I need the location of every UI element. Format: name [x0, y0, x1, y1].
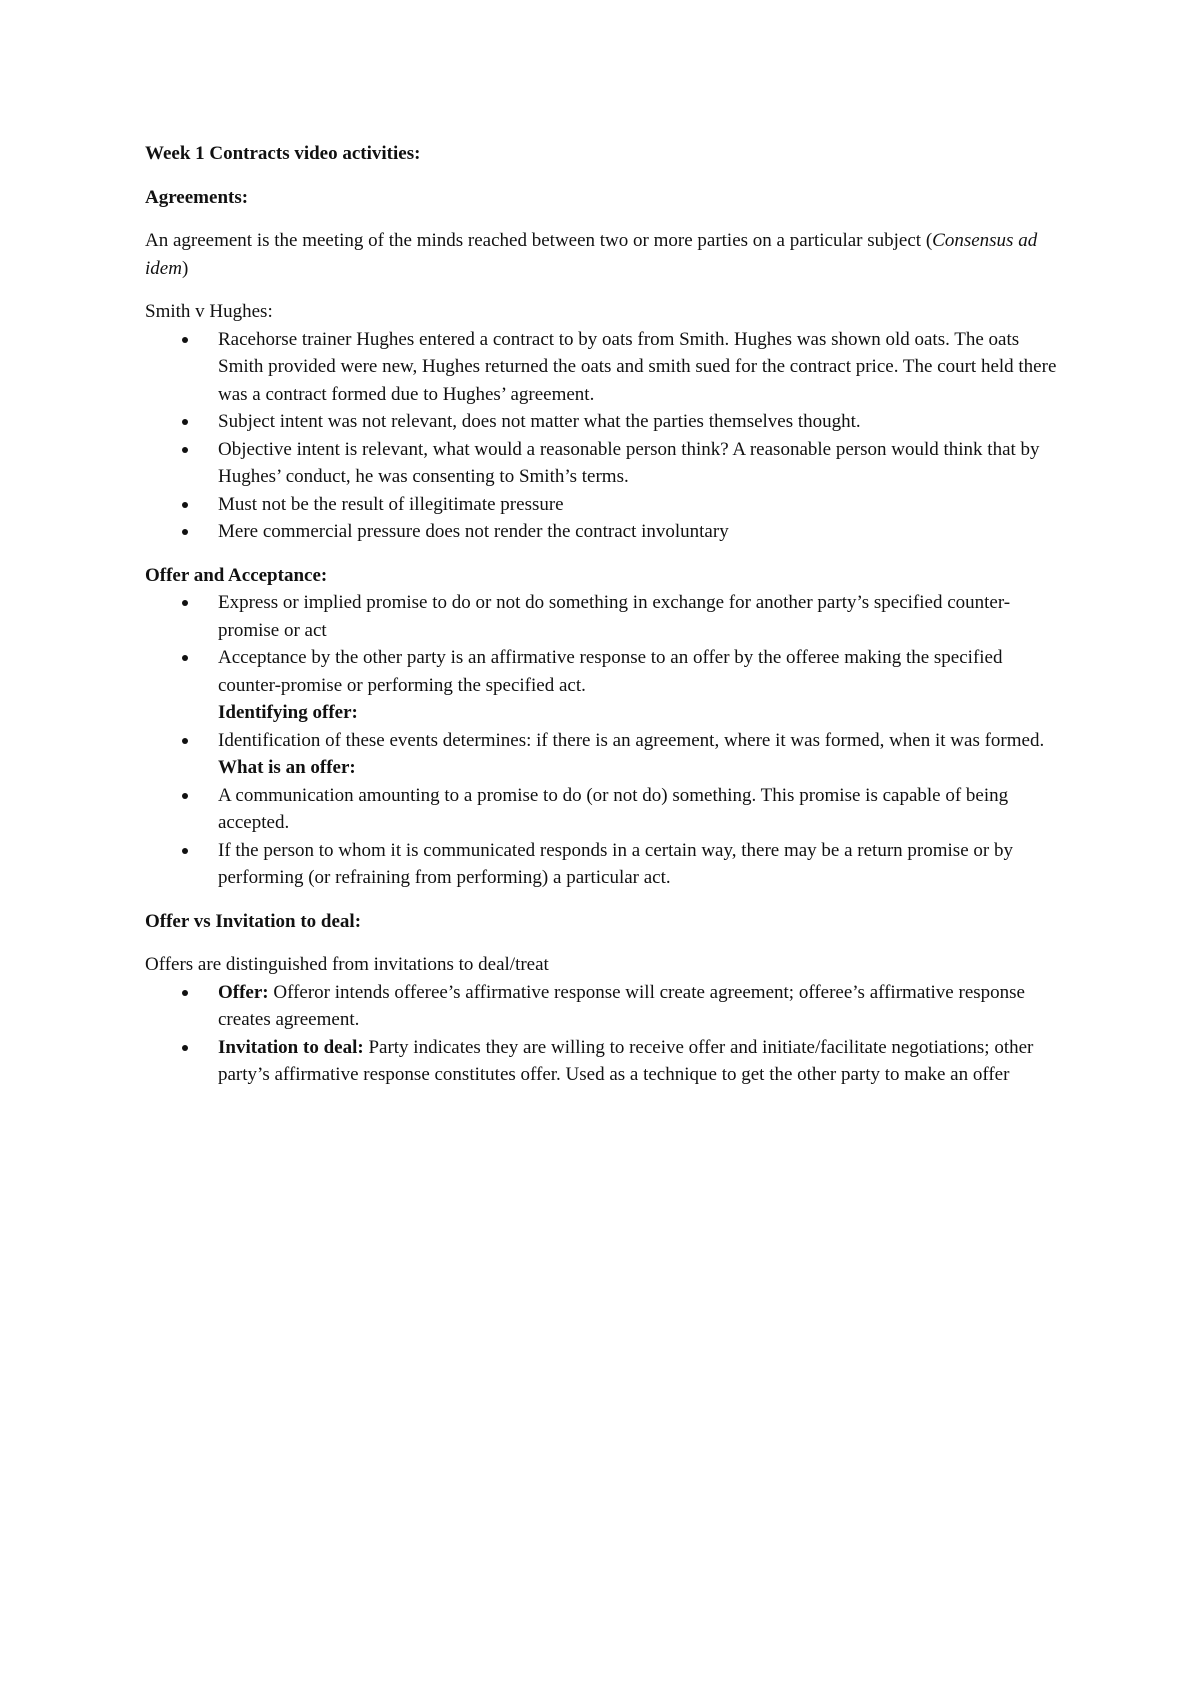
bullet-icon — [182, 793, 188, 799]
bullet-text: Express or implied promise to do or not do something in exchange for another party’s specified counter-promise or act — [218, 592, 1011, 641]
offer-vs-invitation-bullet-list — [145, 979, 1065, 1089]
agreements-bullet-list — [145, 326, 1065, 546]
offer-acceptance-bullet-list — [145, 589, 1065, 699]
bullet-text: Racehorse trainer Hughes entered a contract to by oats from Smith. Hughes was shown old oats. The oats Smith provided were new, Hughes returned the oats and smith sued for the contract price. The court held there was a contract formed due to Hughes’ agreement. — [218, 328, 1057, 405]
heading-offer-acceptance: Offer and Acceptance: — [145, 564, 328, 586]
bullet-icon — [182, 337, 188, 343]
bullet-text: If the person to whom it is communicated responds in a certain way, there may be a return promise or by performing (or refraining from performing) a particular act. — [218, 839, 1013, 888]
bullet-text: Mere commercial pressure does not render the contract involuntary — [218, 521, 729, 542]
document-page — [145, 140, 1065, 1089]
document-title: Week 1 Contracts video activities: — [145, 143, 421, 164]
list-item — [145, 727, 1065, 755]
bullet-term: Invitation to deal: — [218, 1036, 364, 1058]
identifying-offer-bullet-list — [145, 727, 1065, 755]
list-item — [145, 491, 1065, 519]
definition-latin-term: Consensus ad idem — [145, 230, 1038, 279]
bullet-term: Offer: — [218, 981, 269, 1003]
bullet-icon — [182, 447, 188, 453]
agreement-definition — [145, 227, 1065, 282]
bullet-text: Identification of these events determines: if there is an agreement, where it was formed, when it was formed. — [218, 729, 1045, 751]
bullet-icon — [182, 990, 188, 996]
heading-agreements: Agreements: — [145, 186, 249, 208]
bullet-icon — [182, 419, 188, 425]
list-item — [145, 589, 1065, 644]
subheading-identifying-offer: Identifying offer: — [218, 702, 358, 723]
bullet-text: A communication amounting to a promise to do (or not do) something. This promise is capable of being accepted. — [218, 784, 1009, 833]
list-item — [145, 408, 1065, 436]
bullet-icon — [182, 502, 188, 508]
offer-vs-invitation-intro: Offers are distinguished from invitations to deal/treat — [145, 954, 549, 975]
subheading-what-is-offer: What is an offer: — [218, 757, 356, 778]
list-item — [145, 518, 1065, 546]
bullet-icon — [182, 738, 188, 744]
bullet-icon — [182, 600, 188, 606]
bullet-icon — [182, 529, 188, 535]
list-item — [145, 782, 1065, 837]
bullet-text: Offeror intends offeree’s affirmative response will create agreement; offeree’s affirmative response creates agreement. — [218, 981, 1025, 1030]
heading-offer-vs-invitation: Offer vs Invitation to deal: — [145, 910, 362, 932]
bullet-icon — [182, 655, 188, 661]
bullet-icon — [182, 1045, 188, 1051]
definition-close: ) — [181, 257, 189, 279]
list-item — [145, 436, 1065, 491]
bullet-text: Objective intent is relevant, what would a reasonable person think? A reasonable person would think that by Hughes’ conduct, he was consenting to Smith’s terms. — [218, 438, 1040, 487]
list-item — [145, 1034, 1065, 1089]
bullet-text: Party indicates they are willing to receive offer and initiate/facilitate negotiations; other party’s affirmative response constitutes offer. Used as a technique to get the other party to make an offer — [218, 1036, 1034, 1085]
list-item — [145, 979, 1065, 1034]
bullet-text: Must not be the result of illegitimate pressure — [218, 493, 564, 515]
case-label: Smith v Hughes: — [145, 301, 273, 322]
list-item — [145, 644, 1065, 699]
bullet-icon — [182, 848, 188, 854]
definition-text: An agreement is the meeting of the minds reached between two or more parties on a particular subject ( — [145, 230, 933, 251]
list-item — [145, 837, 1065, 892]
what-is-offer-bullet-list — [145, 782, 1065, 892]
bullet-text: Subject intent was not relevant, does not matter what the parties themselves thought. — [218, 411, 861, 432]
bullet-text: Acceptance by the other party is an affirmative response to an offer by the offeree making the specified counter-promise or performing the specified act. — [218, 647, 1003, 696]
list-item — [145, 326, 1065, 409]
